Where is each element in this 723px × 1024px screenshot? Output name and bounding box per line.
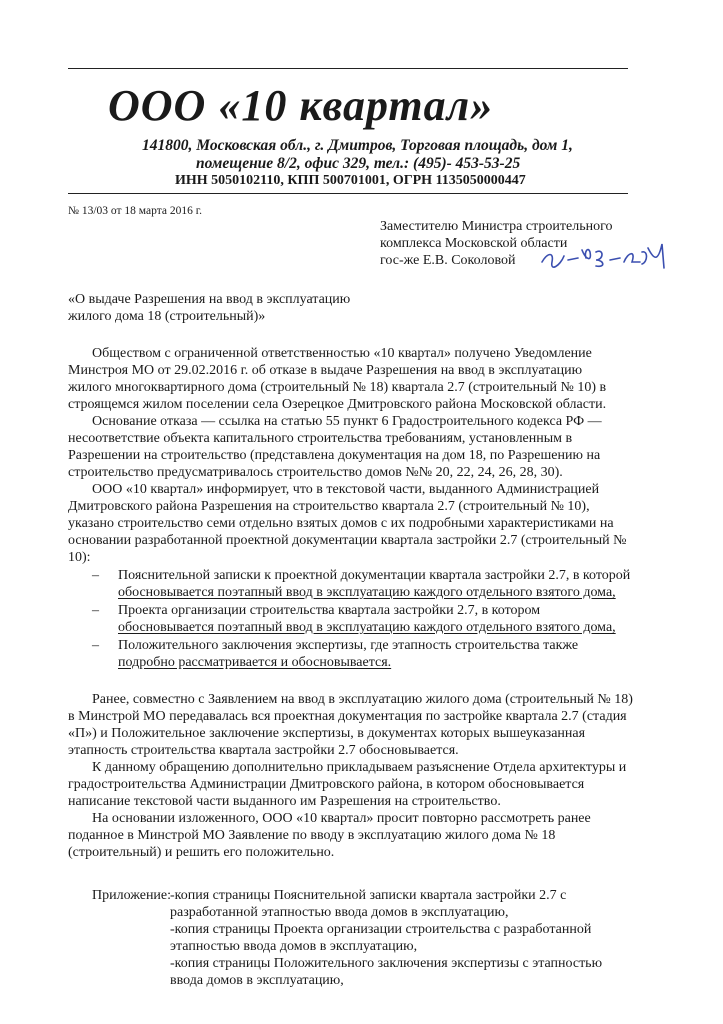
address-line-1: 141800, Московская обл., г. Дмитров, Торговая площадь, дом 1, [142, 137, 573, 154]
top-rule [68, 68, 628, 69]
p3-line: указано строительство семи отдельно взятых домов с их подробными характеристиками на [68, 516, 614, 531]
company-name: ООО «10 квартал» [108, 81, 494, 130]
bullet-2-line-2: обосновывается поэтапный ввод в эксплуатацию каждого отдельного взятого дома, [118, 620, 616, 635]
bullet-1-line-2: обосновывается поэтапный ввод в эксплуатацию каждого отдельного взятого дома, [118, 585, 616, 600]
p4-line: «П») и Положительное заключение экспертизы, в документах которых вышеуказанная [68, 726, 586, 741]
attachment-line: ввода домов в эксплуатацию, [170, 973, 344, 988]
p2-line: строительство предусматривалось строительство домов №№ 20, 22, 24, 26, 28, 30). [68, 465, 563, 480]
attachment-line: -копия страницы Проекта организации строительства с разработанной [170, 922, 592, 937]
bullet-dash: – [92, 603, 99, 618]
bullet-1-line-1: Пояснительной записки к проектной документации квартала застройки 2.7, в которой [118, 568, 631, 583]
addressee-line-1: Заместителю Министра строительного [380, 219, 613, 234]
bullet-3-line-2: подробно рассматривается и обосновывается. [118, 655, 392, 670]
address-line-2: помещение 8/2, офис 329, тел.: (495)- 453-53-25 [196, 155, 521, 172]
p3-line: Дмитровского района Разрешения на строительство квартала 2.7 (строительный № 10), [68, 499, 590, 514]
p1-line: Обществом с ограниченной ответственностью «10 квартал» получено Уведомление [92, 346, 592, 361]
p1-line: жилого многоквартирного дома (строительный № 18) квартала 2.7 (строительный № 10) в [68, 380, 607, 395]
handwritten-date-mark [538, 238, 668, 272]
document-number: № 13/03 от 18 марта 2016 г. [68, 205, 203, 217]
subject-line-1: «О выдаче Разрешения на ввод в эксплуатацию [68, 292, 351, 307]
addressee-line-2: комплекса Московской области [380, 236, 568, 251]
p5-line: написание текстовой части выданного им Разрешения на строительство. [68, 794, 501, 809]
p5-line: градостроительства Администрации Дмитровского района, в котором обосновывается [68, 777, 585, 792]
p4-line: Ранее, совместно с Заявлением на ввод в эксплуатацию жилого дома (строительный № 18) [92, 692, 633, 707]
p1-line: строящемся жилом поселении села Озерецкое Дмитровского района Московской области. [68, 397, 607, 412]
p2-line: несоответствие объекта капитального строительства требованиям, установленным в [68, 431, 573, 446]
p6-line: На основании изложенного, ООО «10 квартал» просит повторно рассмотреть ранее [92, 811, 591, 826]
p4-line: этапность строительства квартала застройки 2.7 обосновывается. [68, 743, 459, 758]
bullet-3-line-1: Положительного заключения экспертизы, где этапность строительства также [118, 638, 579, 653]
addressee-line-3: гос-же Е.В. Соколовой [380, 253, 516, 268]
p3-line: 10): [68, 550, 91, 565]
bullet-dash: – [92, 638, 99, 653]
subject-line-2: жилого дома 18 (строительный)» [68, 309, 266, 324]
bullet-dash: – [92, 568, 99, 583]
p2-line: Основание отказа — ссылка на статью 55 пункт 6 Градостроительного кодекса РФ — [92, 414, 602, 429]
p6-line: (строительный) и решить его положительно. [68, 845, 335, 860]
attachment-line: этапностью ввода домов в эксплуатацию, [170, 939, 418, 954]
registration-line: ИНН 5050102110, КПП 500701001, ОГРН 1135050000447 [175, 173, 526, 188]
attachment-line: разработанной этапностью ввода домов в эксплуатацию, [170, 905, 509, 920]
p2-line: Разрешении на строительство (представлена документация на дом 18, по Разрешению на [68, 448, 601, 463]
attachment-line: -копия страницы Пояснительной записки квартала застройки 2.7 с [170, 888, 567, 903]
p4-line: в Минстрой МО передавалась вся проектная документация по застройке квартала 2.7 (стадия [68, 709, 627, 724]
bullet-2-line-1: Проекта организации строительства квартала застройки 2.7, в котором [118, 603, 541, 618]
p1-line: Минстроя МО от 29.02.2016 г. об отказе в выдаче Разрешения на ввод в эксплуатацию [68, 363, 583, 378]
p6-line: поданное в Минстрой МО Заявление по вводу в эксплуатацию жилого дома № 18 [68, 828, 556, 843]
attachment-line: -копия страницы Положительного заключения экспертизы с этапностью [170, 956, 603, 971]
bottom-rule [68, 193, 628, 194]
p3-line: ООО «10 квартал» информирует, что в текстовой части, выданного Администрацией [92, 482, 600, 497]
p3-line: основании разработанной проектной документации квартала застройки 2.7 (строительный № [68, 533, 627, 548]
attachments-label: Приложение: [92, 888, 172, 903]
p5-line: К данному обращению дополнительно прикладываем разъяснение Отдела архитектуры и [92, 760, 627, 775]
